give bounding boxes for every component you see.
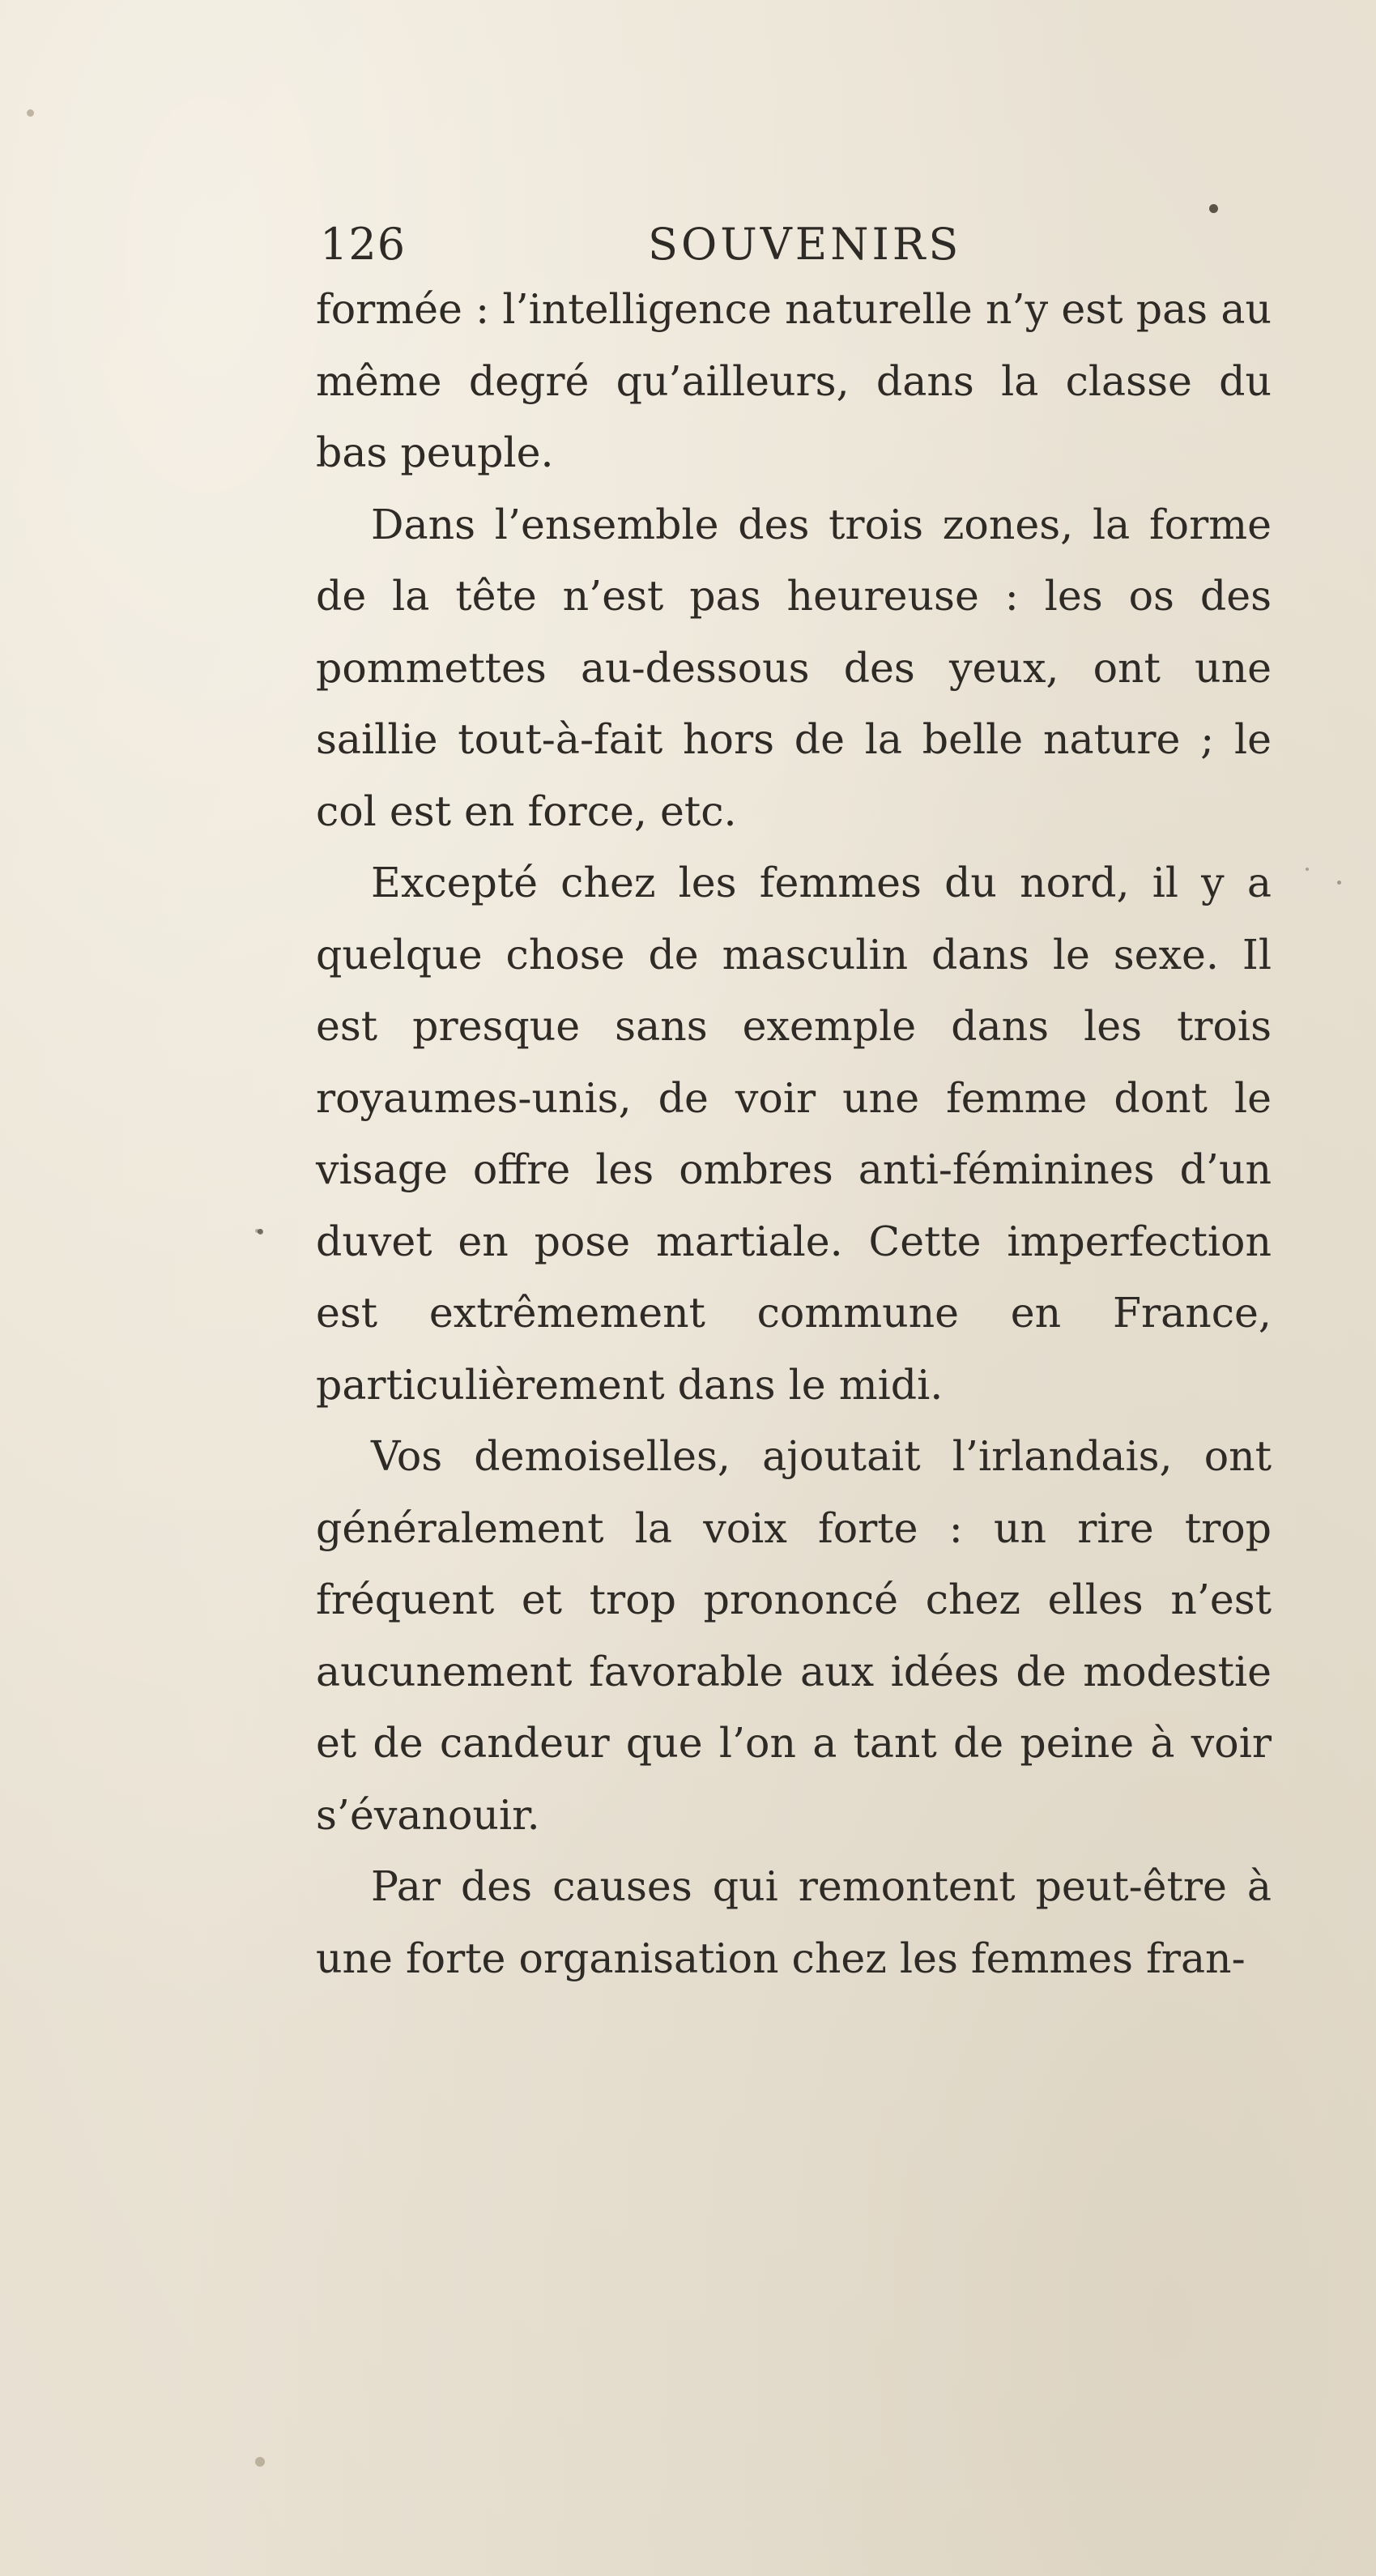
paper-speck — [255, 2457, 265, 2467]
body-text — [316, 274, 1272, 1994]
paper-speck — [1209, 204, 1218, 213]
paragraph-1: formée : l’intelligence naturelle n’y est pas au même degré qu’ailleurs, dans la classe du bas peuple. — [316, 285, 1272, 476]
paper-speck — [27, 109, 34, 117]
paragraph-4: Vos demoiselles, ajoutait l’irlandais, ont généralement la voix forte : un rire trop fréquent et trop prononcé chez elles n’est aucunement favorable aux idées de modestie et de candeur que l’on a tant de peine à voir s’évanouir. — [316, 1432, 1272, 1839]
paragraph-5: Par des causes qui remontent peut-être à une forte organisation chez les femmes fran- — [316, 1862, 1272, 1982]
running-title: SOUVENIRS — [648, 219, 962, 270]
paragraph-2: Dans l’ensemble des trois zones, la forme de la tête n’est pas heureuse : les os des pommettes au-dessous des yeux, ont une saillie tout-à-fait hors de la belle nature ; le col est en force, etc. — [316, 500, 1272, 835]
paper-speck — [255, 1229, 259, 1233]
page-header — [320, 212, 1251, 277]
paper-speck — [1306, 868, 1309, 871]
page-number: 126 — [320, 219, 407, 270]
paragraph-3: Excepté chez les femmes du nord, il y a quelque chose de masculin dans le sexe. Il est presque sans exemple dans les trois royaumes-unis, de voir une femme dont le visage offre les ombres anti-féminines d’un duvet en pose martiale. Cette imperfection est extrêmement commune en France, particulièrement dans le midi. — [316, 859, 1272, 1409]
paper-speck — [1337, 881, 1341, 885]
